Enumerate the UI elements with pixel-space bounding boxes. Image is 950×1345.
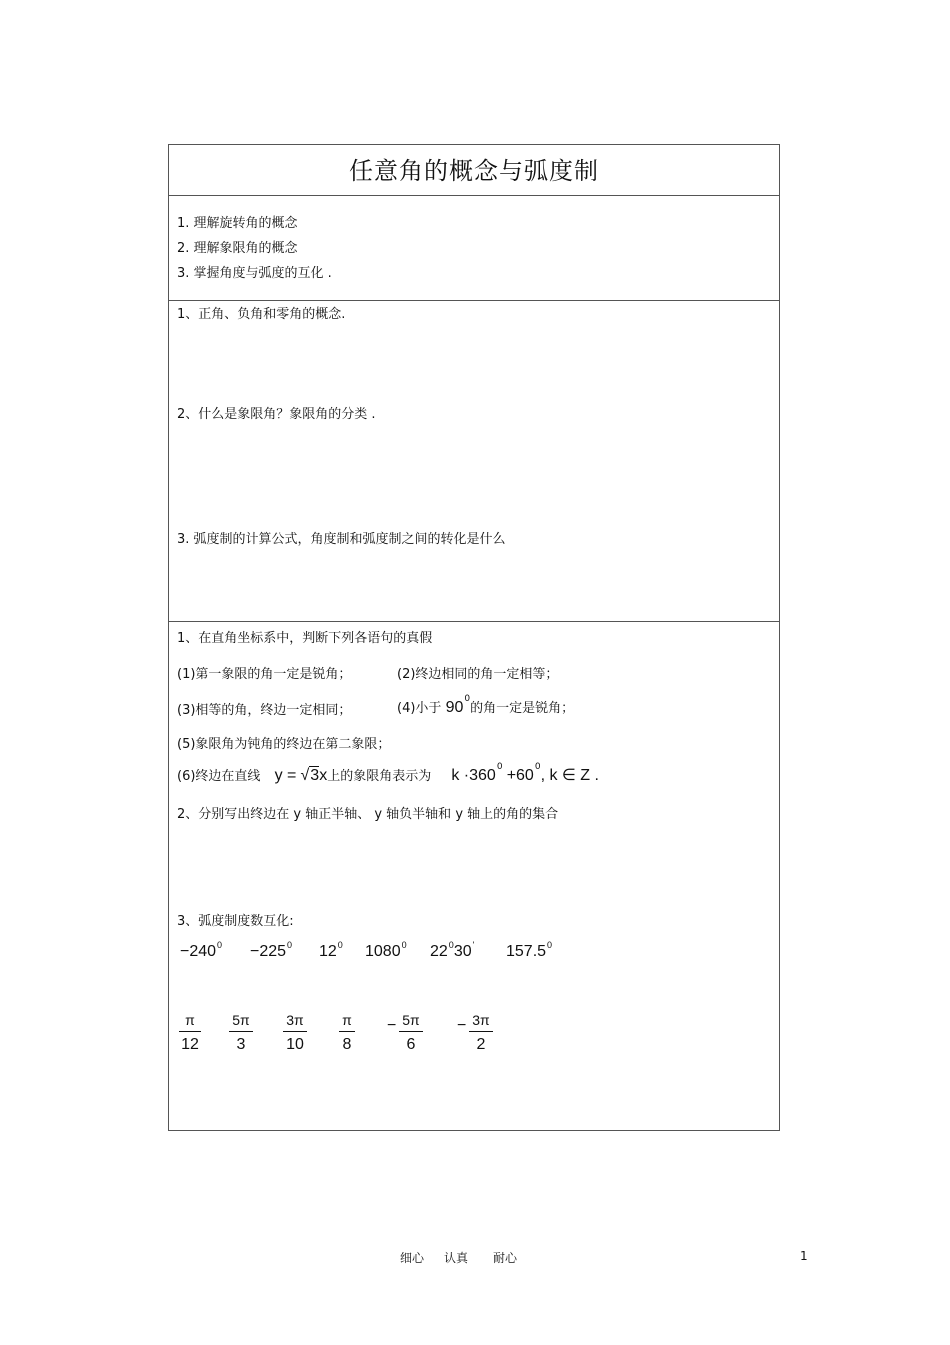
goal-item-2: 2. 理解象限角的概念: [177, 241, 298, 256]
statement-2: (2)终边相同的角一定相等；: [397, 667, 559, 682]
statement-5: (5)象限角为钝角的终边在第二象限；: [177, 737, 391, 752]
degree-value: $22^030'$: [430, 940, 475, 960]
degree-value: $-225^0$: [250, 940, 293, 960]
divider: [169, 195, 779, 196]
divider: [169, 300, 779, 301]
radian-fraction: π 8: [339, 1011, 355, 1054]
statement-6: (6)终边在直线 y = √3x上的象限角表示为 $k \cdot 360^0 +60^0$, k ∈ Z .: [177, 762, 599, 784]
radian-fraction: 3π 10: [283, 1011, 307, 1054]
footer-motto-3: 耐心: [493, 1251, 518, 1265]
exercise-question-1: 1、在直角坐标系中，判断下列各语句的真假: [177, 631, 433, 646]
degree-value: 157.5$^0$: [506, 940, 553, 960]
minus-sign: −: [457, 1017, 467, 1034]
exercise-question-2: 2、分别写出终边在 y 轴正半轴、 y 轴负半轴和 y 轴上的角的集合: [177, 807, 559, 822]
radian-fraction: 5π 6: [399, 1011, 423, 1054]
preview-question-1: 1、正角、负角和零角的概念.: [177, 307, 346, 322]
degree-value: $12^0$: [319, 940, 343, 960]
radian-fraction: 3π 2: [469, 1011, 493, 1054]
degree-value: $-240^0$: [180, 940, 223, 960]
footer-motto-2: 认真: [444, 1251, 469, 1265]
preview-question-2: 2、什么是象限角？象限角的分类 .: [177, 407, 376, 422]
divider: [169, 621, 779, 622]
statement-4: (4)小于 $90^0$的角一定是锐角；: [397, 694, 575, 716]
radian-fraction: π 12: [179, 1011, 201, 1054]
page-number: 1: [800, 1249, 808, 1263]
goal-item-3: 3. 掌握角度与弧度的互化 .: [177, 266, 332, 281]
degree-value: 1080$^0$: [365, 940, 407, 960]
page-title: 任意角的概念与弧度制: [349, 157, 599, 185]
preview-question-3: 3. 弧度制的计算公式，角度制和弧度制之间的转化是什么: [177, 532, 506, 547]
radian-fraction: 5π 3: [229, 1011, 253, 1054]
worksheet-table: [168, 144, 780, 1131]
footer-motto-1: 细心: [400, 1251, 425, 1265]
minus-sign: −: [387, 1017, 397, 1034]
goal-item-1: 1. 理解旋转角的概念: [177, 216, 298, 231]
statement-1: (1)第一象限的角一定是锐角；: [177, 667, 352, 682]
exercise-question-3: 3、弧度制度数互化:: [177, 914, 294, 929]
statement-3: (3)相等的角，终边一定相同；: [177, 703, 352, 718]
